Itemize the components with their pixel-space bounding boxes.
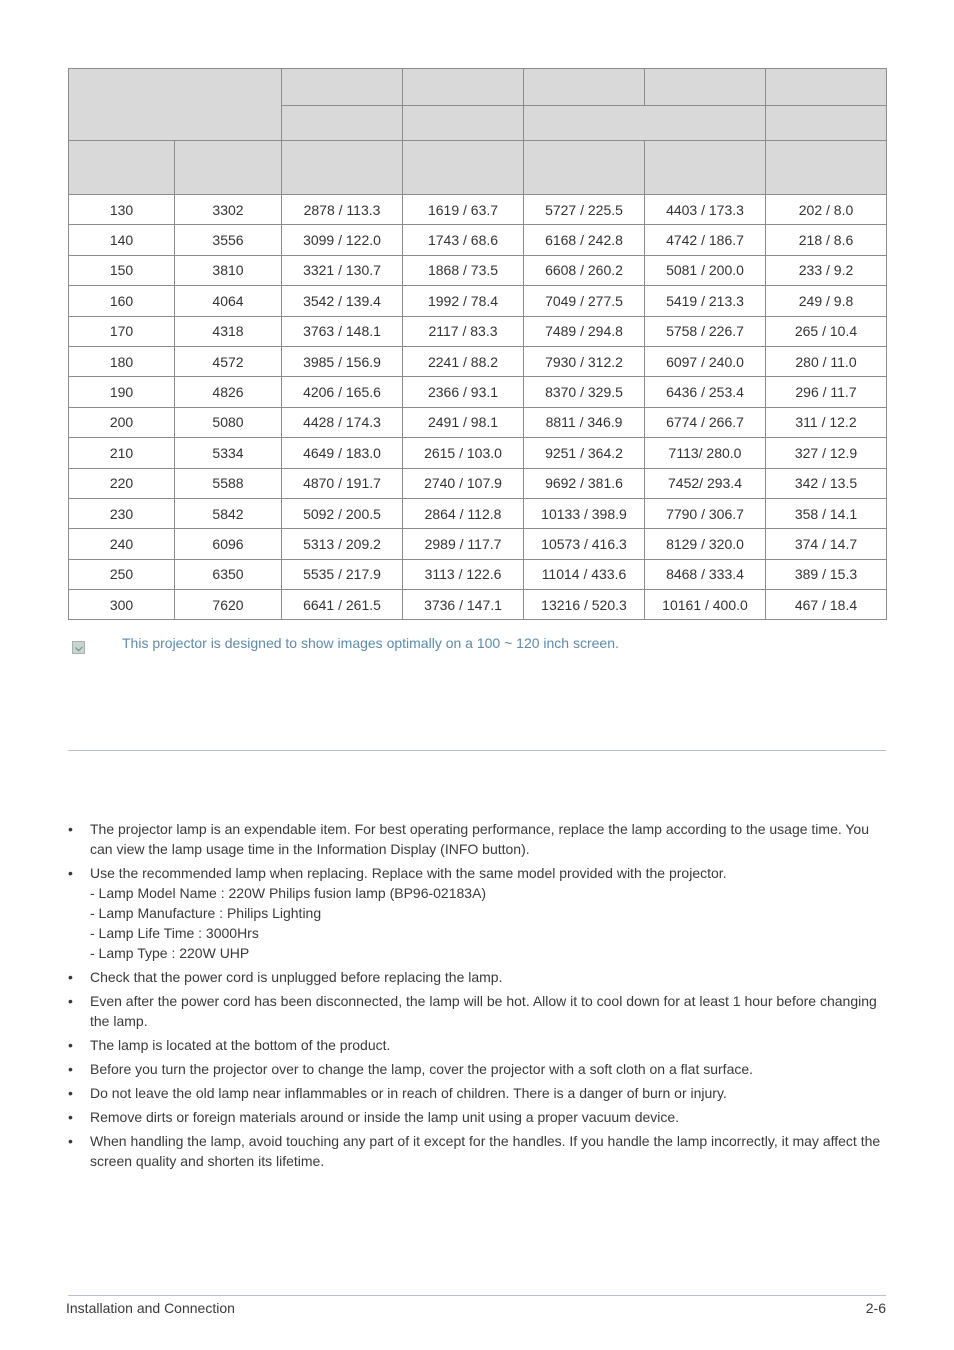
note	[72, 634, 886, 656]
table-cell: 358 / 14.1	[766, 498, 887, 528]
table-cell: 3302	[175, 195, 282, 225]
header-cell	[766, 106, 887, 141]
table-cell: 2491 / 98.1	[403, 407, 524, 437]
footer-section-title: Installation and Connection	[66, 1300, 235, 1316]
table-cell: 2864 / 112.8	[403, 498, 524, 528]
table-cell: 8370 / 329.5	[524, 377, 645, 407]
table-row	[69, 529, 887, 559]
table-cell: 2241 / 88.2	[403, 346, 524, 376]
table-cell: 8811 / 346.9	[524, 407, 645, 437]
table-row	[69, 438, 887, 468]
list-item-subline: - Lamp Type : 220W UHP	[90, 945, 250, 961]
table-cell: 230	[69, 498, 175, 528]
table-cell: 7452/ 293.4	[645, 468, 766, 498]
table-row	[69, 498, 887, 528]
bullet-dot: •	[68, 1133, 73, 1149]
table-cell: 3556	[175, 225, 282, 255]
table-cell: 374 / 14.7	[766, 529, 887, 559]
table-cell: 250	[69, 559, 175, 589]
table-cell: 2878 / 113.3	[282, 195, 403, 225]
table-cell: 5334	[175, 438, 282, 468]
table-cell: 4064	[175, 286, 282, 316]
table-cell: 249 / 9.8	[766, 286, 887, 316]
table-cell: 4403 / 173.3	[645, 195, 766, 225]
table-cell: 13216 / 520.3	[524, 590, 645, 620]
note-icon	[72, 641, 85, 654]
table-cell: 160	[69, 286, 175, 316]
list-item-text: Do not leave the old lamp near inflammables or in reach of children. There is a danger of burn or injury.	[90, 1085, 727, 1101]
table-cell: 7489 / 294.8	[524, 316, 645, 346]
table-cell: 1743 / 68.6	[403, 225, 524, 255]
screen-size-table	[68, 68, 887, 620]
header-cell	[69, 141, 175, 195]
table-cell: 5313 / 209.2	[282, 529, 403, 559]
table-cell: 210	[69, 438, 175, 468]
header-cell	[524, 69, 645, 106]
table-cell: 190	[69, 377, 175, 407]
table-cell: 10133 / 398.9	[524, 498, 645, 528]
list-item	[68, 819, 886, 859]
section-divider	[68, 750, 886, 751]
header-cell	[403, 106, 524, 141]
table-cell: 6641 / 261.5	[282, 590, 403, 620]
table-cell: 467 / 18.4	[766, 590, 887, 620]
list-item	[68, 863, 886, 963]
table-cell: 130	[69, 195, 175, 225]
header-cell	[766, 69, 887, 106]
list-item	[68, 967, 886, 987]
table-cell: 4428 / 174.3	[282, 407, 403, 437]
table-row	[69, 255, 887, 285]
table-cell: 220	[69, 468, 175, 498]
table-cell: 2366 / 93.1	[403, 377, 524, 407]
table-cell: 3736 / 147.1	[403, 590, 524, 620]
footer-divider	[68, 1295, 886, 1296]
bullet-dot: •	[68, 1037, 73, 1053]
table-cell: 3985 / 156.9	[282, 346, 403, 376]
table-cell: 6608 / 260.2	[524, 255, 645, 285]
table-cell: 4742 / 186.7	[645, 225, 766, 255]
header-cell	[524, 106, 766, 141]
table-cell: 265 / 10.4	[766, 316, 887, 346]
table-cell: 280 / 11.0	[766, 346, 887, 376]
table-cell: 6168 / 242.8	[524, 225, 645, 255]
table-row	[69, 195, 887, 225]
table-cell: 3810	[175, 255, 282, 285]
table-cell: 311 / 12.2	[766, 407, 887, 437]
table-cell: 200	[69, 407, 175, 437]
table-cell: 5727 / 225.5	[524, 195, 645, 225]
header-cell	[175, 141, 282, 195]
header-cell	[645, 141, 766, 195]
table-cell: 300	[69, 590, 175, 620]
table-row	[69, 407, 887, 437]
bullet-dot: •	[68, 865, 73, 881]
bullet-dot: •	[68, 1085, 73, 1101]
table-cell: 5080	[175, 407, 282, 437]
table-row	[69, 377, 887, 407]
table-cell: 4206 / 165.6	[282, 377, 403, 407]
table-cell: 3763 / 148.1	[282, 316, 403, 346]
table-cell: 2615 / 103.0	[403, 438, 524, 468]
table-cell: 180	[69, 346, 175, 376]
table-cell: 2740 / 107.9	[403, 468, 524, 498]
list-item	[68, 1059, 886, 1079]
table-row	[69, 559, 887, 589]
table-cell: 6096	[175, 529, 282, 559]
table-cell: 5758 / 226.7	[645, 316, 766, 346]
header-cell	[403, 141, 524, 195]
table-cell: 4870 / 191.7	[282, 468, 403, 498]
table-cell: 9692 / 381.6	[524, 468, 645, 498]
list-item-text: The projector lamp is an expendable item. For best operating performance, replace the lamp according to the usage time. You can view the lamp usage time in the Information Display (INFO button).	[90, 821, 870, 857]
table-cell: 5081 / 200.0	[645, 255, 766, 285]
table-cell: 3113 / 122.6	[403, 559, 524, 589]
header-cell	[645, 69, 766, 106]
table-cell: 8468 / 333.4	[645, 559, 766, 589]
table-row	[69, 316, 887, 346]
table-cell: 389 / 15.3	[766, 559, 887, 589]
list-item-subline: - Lamp Life Time : 3000Hrs	[90, 925, 259, 941]
list-item	[68, 991, 886, 1031]
table-cell: 296 / 11.7	[766, 377, 887, 407]
table-cell: 10573 / 416.3	[524, 529, 645, 559]
table-cell: 4649 / 183.0	[282, 438, 403, 468]
table-cell: 1992 / 78.4	[403, 286, 524, 316]
header-cell	[524, 141, 645, 195]
list-item-text: Before you turn the projector over to change the lamp, cover the projector with a soft cloth on a flat surface.	[90, 1061, 754, 1077]
list-item-subline: - Lamp Manufacture : Philips Lighting	[90, 905, 322, 921]
header-cell	[766, 141, 887, 195]
list-item-text: The lamp is located at the bottom of the product.	[90, 1037, 391, 1053]
footer-page-number: 2-6	[865, 1300, 886, 1316]
header-cell	[69, 69, 282, 141]
header-cell	[403, 69, 524, 106]
precautions-list	[68, 819, 886, 1175]
table-row	[69, 468, 887, 498]
table-cell: 6350	[175, 559, 282, 589]
list-item	[68, 1083, 886, 1103]
list-item-subline: - Lamp Model Name : 220W Philips fusion lamp (BP96-02183A)	[90, 885, 487, 901]
table-cell: 6774 / 266.7	[645, 407, 766, 437]
table-cell: 233 / 9.2	[766, 255, 887, 285]
bullet-dot: •	[68, 821, 73, 837]
table-cell: 7620	[175, 590, 282, 620]
table-cell: 7113/ 280.0	[645, 438, 766, 468]
table-cell: 4826	[175, 377, 282, 407]
table-body	[69, 195, 887, 620]
list-item	[68, 1107, 886, 1127]
table-cell: 7790 / 306.7	[645, 498, 766, 528]
table-cell: 10161 / 400.0	[645, 590, 766, 620]
list-item	[68, 1035, 886, 1055]
list-item-text: Check that the power cord is unplugged before replacing the lamp.	[90, 969, 503, 985]
table-cell: 4572	[175, 346, 282, 376]
table-cell: 327 / 12.9	[766, 438, 887, 468]
table-cell: 5588	[175, 468, 282, 498]
table-cell: 240	[69, 529, 175, 559]
table-cell: 202 / 8.0	[766, 195, 887, 225]
table-cell: 3099 / 122.0	[282, 225, 403, 255]
table-cell: 2989 / 117.7	[403, 529, 524, 559]
table-cell: 5535 / 217.9	[282, 559, 403, 589]
table-cell: 1619 / 63.7	[403, 195, 524, 225]
list-item-text: Remove dirts or foreign materials around or inside the lamp unit using a proper vacuum device.	[90, 1109, 680, 1125]
table-cell: 170	[69, 316, 175, 346]
table-row	[69, 286, 887, 316]
table-cell: 6436 / 253.4	[645, 377, 766, 407]
table-cell: 9251 / 364.2	[524, 438, 645, 468]
table-cell: 5842	[175, 498, 282, 528]
table-cell: 5092 / 200.5	[282, 498, 403, 528]
bullet-dot: •	[68, 969, 73, 985]
table-cell: 7930 / 312.2	[524, 346, 645, 376]
table-cell: 342 / 13.5	[766, 468, 887, 498]
list-item-text: Use the recommended lamp when replacing. Replace with the same model provided with the projector.	[90, 865, 727, 881]
table-cell: 6097 / 240.0	[645, 346, 766, 376]
table-cell: 4318	[175, 316, 282, 346]
table-cell: 1868 / 73.5	[403, 255, 524, 285]
bullet-dot: •	[68, 993, 73, 1009]
header-cell	[282, 69, 403, 106]
table-cell: 3321 / 130.7	[282, 255, 403, 285]
table-cell: 218 / 8.6	[766, 225, 887, 255]
list-item-text: When handling the lamp, avoid touching any part of it except for the handles. If you handle the lamp incorrectly, it may affect the screen quality and shorten its lifetime.	[90, 1133, 881, 1169]
table-cell: 7049 / 277.5	[524, 286, 645, 316]
list-item-text: Even after the power cord has been disconnected, the lamp will be hot. Allow it to cool down for at least 1 hour before changing the lamp.	[90, 993, 877, 1029]
header-cell	[282, 106, 403, 141]
list-item	[68, 1131, 886, 1171]
bullet-dot: •	[68, 1061, 73, 1077]
table-cell: 3542 / 139.4	[282, 286, 403, 316]
table-row	[69, 346, 887, 376]
table-row	[69, 590, 887, 620]
header-cell	[282, 141, 403, 195]
table-cell: 8129 / 320.0	[645, 529, 766, 559]
note-text: This projector is designed to show images optimally on a 100 ~ 120 inch screen.	[122, 635, 619, 651]
table-cell: 11014 / 433.6	[524, 559, 645, 589]
table-cell: 140	[69, 225, 175, 255]
table-cell: 5419 / 213.3	[645, 286, 766, 316]
table-cell: 2117 / 83.3	[403, 316, 524, 346]
table-row	[69, 225, 887, 255]
bullet-dot: •	[68, 1109, 73, 1125]
table-cell: 150	[69, 255, 175, 285]
